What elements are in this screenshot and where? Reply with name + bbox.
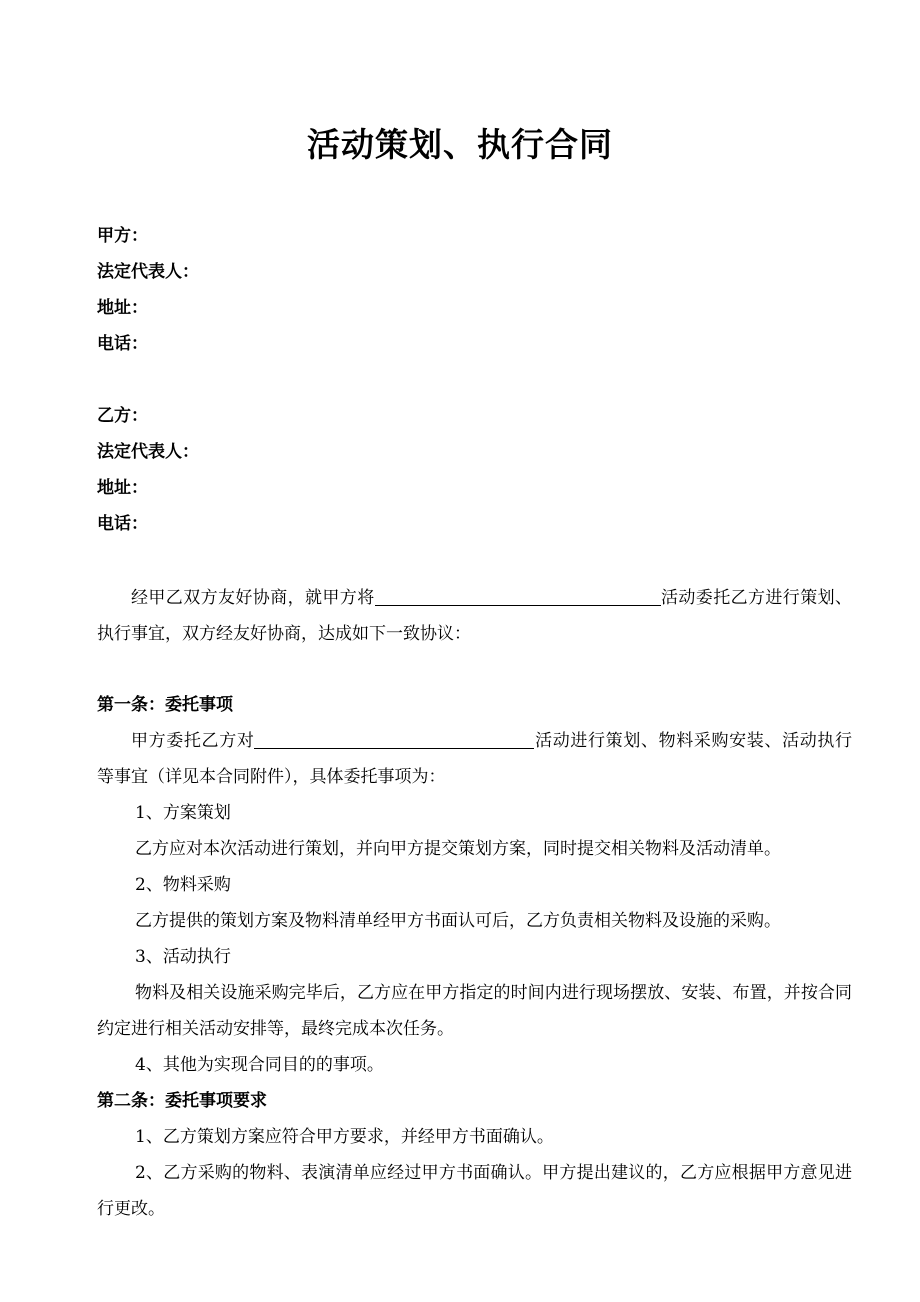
party-b-rep-label: 法定代表人： bbox=[97, 442, 199, 462]
article-1-heading: 第一条：委托事项 bbox=[97, 695, 233, 715]
activity-name-blank bbox=[375, 585, 661, 606]
articles-section bbox=[97, 687, 852, 1227]
intro-text-before: 经甲乙双方友好协商，就甲方将 bbox=[131, 588, 375, 608]
party-a-name-label: 甲方： bbox=[97, 226, 148, 246]
party-b-address-label: 地址： bbox=[97, 478, 148, 498]
article-2-heading: 第二条：委托事项要求 bbox=[97, 1091, 267, 1111]
article-1-item-3-desc: 物料及相关设施采购完毕后，乙方应在甲方指定的时间内进行现场摆放、安装、布置，并按合同约定进行相关活动安排等，最终完成本次任务。 bbox=[97, 983, 852, 1039]
intro-paragraph bbox=[97, 580, 852, 652]
article-1-item-2-title: 2、物料采购 bbox=[135, 875, 231, 895]
article-1-lead-after: 活动进行策划、物料采购安装、活动执行等事宜（详见本合同附件），具体委托事项为： bbox=[97, 731, 853, 787]
article-1-item-2-desc: 乙方提供的策划方案及物料清单经甲方书面认可后，乙方负责相关物料及设施的采购。 bbox=[135, 911, 781, 931]
party-b-phone-label: 电话： bbox=[97, 514, 148, 534]
article-1-item-3-title: 3、活动执行 bbox=[135, 947, 231, 967]
article-2-item-1: 1、乙方策划方案应符合甲方要求，并经甲方书面确认。 bbox=[135, 1127, 554, 1147]
article-1-item-1-title: 1、方案策划 bbox=[135, 803, 231, 823]
article-1-lead-before: 甲方委托乙方对 bbox=[131, 731, 255, 751]
article-1-item-1-desc: 乙方应对本次活动进行策划，并向甲方提交策划方案，同时提交相关物料及活动清单。 bbox=[135, 839, 781, 859]
party-a-rep-label: 法定代表人： bbox=[97, 262, 199, 282]
party-a-block bbox=[97, 218, 797, 362]
party-b-name-label: 乙方： bbox=[97, 406, 148, 426]
party-a-address-label: 地址： bbox=[97, 298, 148, 318]
party-b-block bbox=[97, 398, 797, 542]
article-1-lead bbox=[97, 723, 852, 795]
article-1-item-4-title: 4、其他为实现合同目的的事项。 bbox=[135, 1055, 384, 1075]
intro-text-after: 活动委托乙方进行策划、执行事宜，双方经友好协商，达成如下一致协议： bbox=[97, 588, 853, 644]
article-2-item-2: 2、乙方采购的物料、表演清单应经过甲方书面确认。甲方提出建议的，乙方应根据甲方意见进行更改。 bbox=[97, 1163, 852, 1219]
document-title: 活动策划、执行合同 bbox=[307, 125, 613, 164]
article-1-activity-blank bbox=[254, 728, 534, 749]
party-a-phone-label: 电话： bbox=[97, 334, 148, 354]
